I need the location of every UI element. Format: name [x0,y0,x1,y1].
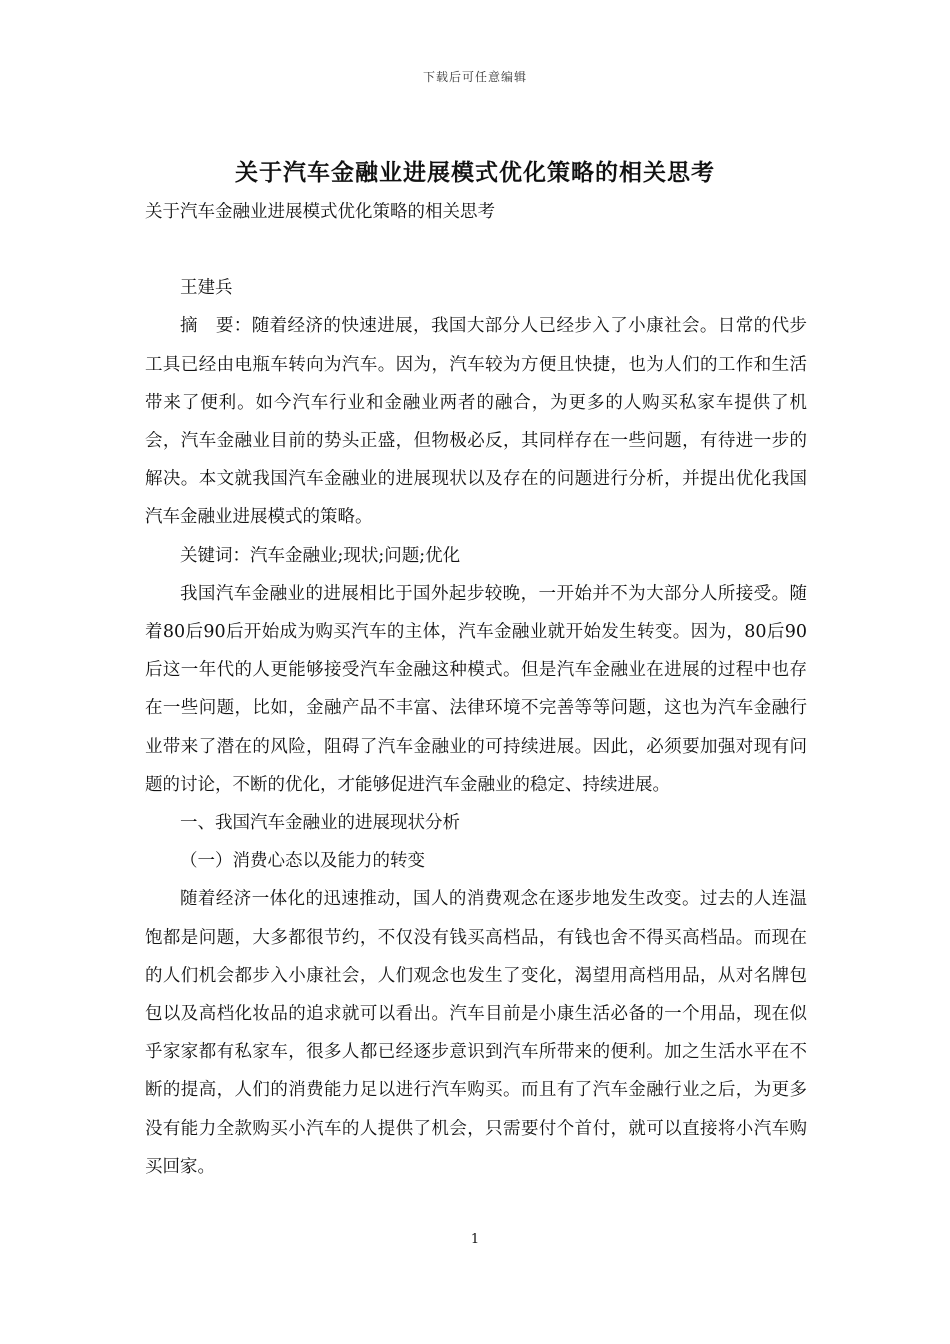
document-title: 关于汽车金融业进展模式优化策略的相关思考 [235,159,715,186]
abstract-paragraph: 摘 要：随着经济的快速进展，我国大部分人已经步入了小康社会。日常的代步工具已经由电瓶车转向为汽车。因为，汽车较为方便且快捷，也为人们的工作和生活带来了便利。如今汽车行业和金融业两者的融合，为更多的人购买私家车提供了机会，汽车金融业目前的势头正盛，但物极必反，其同样存在一些问题，有待进一步的解决。本文就我国汽车金融业的进展现状以及存在的问题进行分析，并提出优化我国汽车金融业进展模式的策略。 [145,316,807,528]
document-body [145,193,807,1186]
document-subtitle: 关于汽车金融业进展模式优化策略的相关思考 [145,202,495,222]
blank-line [145,231,807,269]
intro-paragraph: 我国汽车金融业的进展相比于国外起步较晚，一开始并不为大部分人所接受。随着80后90后开始成为购买汽车的主体，汽车金融业就开始发生转变。因为，80后90后这一年代的人更能够接受汽车金融这种模式。但是汽车金融业在进展的过程中也存在一些问题，比如，金融产品不丰富、法律环境不完善等等问题，这也为汽车金融行业带来了潜在的风险，阻碍了汽车金融业的可持续进展。因此，必须要加强对现有问题的讨论，不断的优化，才能够促进汽车金融业的稳定、持续进展。 [145,583,807,795]
section-heading: 一、我国汽车金融业的进展现状分析 [180,813,460,834]
header-note: 下载后可任意编辑 [422,70,527,84]
keywords-line: 关键词：汽车金融业;现状;问题;优化 [180,545,461,566]
author-name: 王建兵 [180,278,233,299]
subsection-heading: （一）消费心态以及能力的转变 [180,851,425,872]
page-number: 1 [470,1232,480,1247]
subsection-paragraph: 随着经济一体化的迅速推动，国人的消费观念在逐步地发生改变。过去的人连温饱都是问题，大多都很节约，不仅没有钱买高档品，有钱也舍不得买高档品。而现在的人们机会都步入小康社会，人们观念也发生了变化，渴望用高档用品，从对名牌包包以及高档化妆品的追求就可以看出。汽车目前是小康生活必备的一个用品，现在似乎家家都有私家车，很多人都已经逐步意识到汽车所带来的便利。加之生活水平在不断的提高，人们的消费能力足以进行汽车购买。而且有了汽车金融行业之后，为更多没有能力全款购买小汽车的人提供了机会，只需要付个首付，就可以直接将小汽车购买回家。 [145,889,807,1177]
